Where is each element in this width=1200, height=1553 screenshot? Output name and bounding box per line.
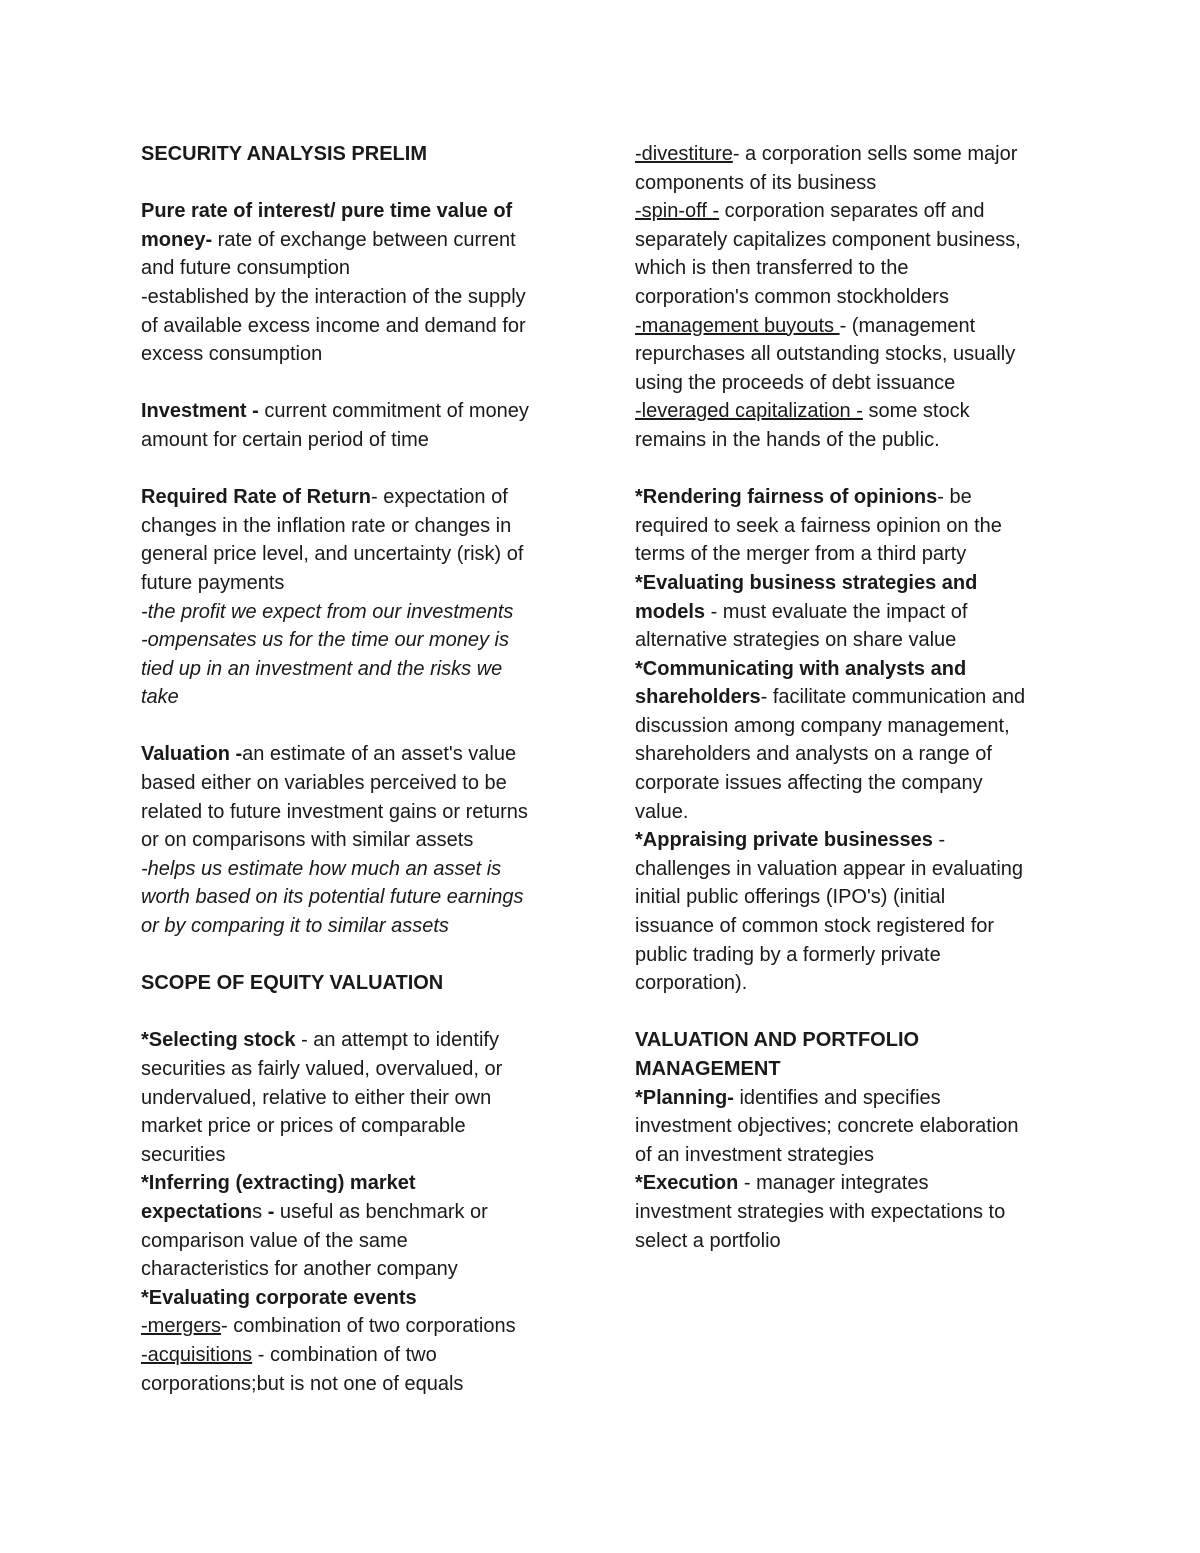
right-column	[635, 140, 1075, 1255]
rrr-def: changes in the inflation rate or changes in	[141, 514, 512, 537]
section-heading: MANAGEMENT	[635, 1058, 781, 1080]
divestiture-def: -divestiture- a corporation sells some major	[635, 143, 1018, 165]
valuation-def: or on comparisons with similar assets	[141, 829, 474, 852]
communicating-def: shareholders and analysts on a range of	[635, 743, 992, 766]
planning-def: of an investment strategies	[635, 1143, 875, 1166]
inferring-term: *Inferring (extracting) market	[141, 1172, 416, 1195]
section-heading: SCOPE OF EQUITY VALUATION	[141, 972, 444, 995]
document-title: SECURITY ANALYSIS PRELIM	[141, 143, 427, 165]
appraising-def: initial public offerings (IPO's) (initial	[635, 886, 946, 909]
mbo-def: using the proceeds of debt issuance	[635, 371, 956, 394]
appraising-term: *Appraising private businesses -	[635, 829, 946, 852]
corporate-events-term: *Evaluating corporate events	[141, 1286, 417, 1309]
rrr-def: general price level, and uncertainty (risk) of	[141, 543, 524, 566]
rrr-note: tied up in an investment and the risks we	[141, 657, 503, 680]
rrr-def: Required Rate of Return- expectation of	[141, 486, 508, 509]
section-heading: VALUATION AND PORTFOLIO	[635, 1029, 920, 1052]
execution-def: select a portfolio	[635, 1229, 781, 1252]
communicating-def: corporate issues affecting the company	[635, 772, 983, 795]
spinoff-def: corporation's common stockholders	[635, 285, 949, 308]
appraising-def: challenges in valuation appear in evaluating	[635, 857, 1024, 880]
rrr-note: take	[141, 686, 179, 709]
valuation-def: based either on variables perceived to be	[141, 772, 507, 795]
pure-rate-def: and future consumption	[141, 257, 351, 280]
appraising-def: public trading by a formerly private	[635, 943, 941, 966]
valuation-def: Valuation -an estimate of an asset's value	[141, 743, 517, 766]
communicating-def: discussion among company management,	[635, 714, 1010, 737]
strategies-term: *Evaluating business strategies and	[635, 571, 978, 594]
inferring-def: comparison value of the same	[141, 1229, 408, 1252]
appraising-def: issuance of common stock registered for	[635, 915, 995, 938]
mbo-def: repurchases all outstanding stocks, usually	[635, 343, 1016, 366]
valuation-note: or by comparing it to similar assets	[141, 915, 449, 938]
inferring-def: characteristics for another company	[141, 1258, 458, 1281]
valuation-note: -helps us estimate how much an asset is	[141, 857, 502, 880]
valuation-note: worth based on its potential future earnings	[141, 886, 524, 909]
communicating-def: value.	[635, 800, 689, 823]
rrr-note: -the profit we expect from our investments	[141, 600, 514, 623]
strategies-def: models - must evaluate the impact of	[635, 600, 968, 623]
left-column	[141, 140, 571, 1398]
acquisitions-def: -acquisitions - combination of two	[141, 1343, 437, 1366]
selecting-def: *Selecting stock - an attempt to identify	[141, 1029, 499, 1052]
selecting-def: undervalued, relative to either their own	[141, 1086, 492, 1109]
investment-def: Investment - current commitment of money	[141, 400, 529, 423]
levcap-def: remains in the hands of the public.	[635, 428, 940, 451]
inferring-def: expectations - useful as benchmark or	[141, 1200, 488, 1223]
appraising-def: corporation).	[635, 972, 748, 995]
execution-def: *Execution - manager integrates	[635, 1172, 929, 1195]
acquisitions-def: corporations;but is not one of equals	[141, 1372, 464, 1395]
spinoff-def: which is then transferred to the	[635, 257, 909, 280]
rrr-note: -ompensates us for the time our money is	[141, 629, 509, 652]
valuation-def: related to future investment gains or returns	[141, 800, 528, 823]
fairness-def: terms of the merger from a third party	[635, 543, 967, 566]
pure-rate-note: excess consumption	[141, 343, 323, 366]
divestiture-def: components of its business	[635, 171, 877, 194]
selecting-def: securities	[141, 1143, 226, 1166]
investment-def: amount for certain period of time	[141, 428, 429, 451]
levcap-def: -leveraged capitalization - some stock	[635, 400, 970, 423]
mergers-def: -mergers- combination of two corporations	[141, 1315, 516, 1338]
pure-rate-note: -established by the interaction of the supply	[141, 285, 526, 308]
fairness-def: *Rendering fairness of opinions- be	[635, 486, 972, 509]
fairness-def: required to seek a fairness opinion on the	[635, 514, 1002, 537]
spinoff-def: separately capitalizes component business,	[635, 228, 1021, 251]
pure-rate-def: money- rate of exchange between current	[141, 228, 516, 251]
pure-rate-term: Pure rate of interest/ pure time value of	[141, 200, 513, 223]
selecting-def: market price or prices of comparable	[141, 1115, 466, 1138]
communicating-def: shareholders- facilitate communication and	[635, 686, 1026, 709]
pure-rate-note: of available excess income and demand for	[141, 314, 526, 337]
strategies-def: alternative strategies on share value	[635, 629, 957, 652]
mbo-def: -management buyouts - (management	[635, 314, 976, 337]
spinoff-def: -spin-off - corporation separates off and	[635, 200, 985, 223]
rrr-def: future payments	[141, 571, 285, 594]
execution-def: investment strategies with expectations to	[635, 1200, 1006, 1223]
planning-def: *Planning- identifies and specifies	[635, 1086, 941, 1109]
communicating-term: *Communicating with analysts and	[635, 657, 967, 680]
selecting-def: securities as fairly valued, overvalued, or	[141, 1058, 503, 1080]
planning-def: investment objectives; concrete elaboration	[635, 1115, 1019, 1138]
